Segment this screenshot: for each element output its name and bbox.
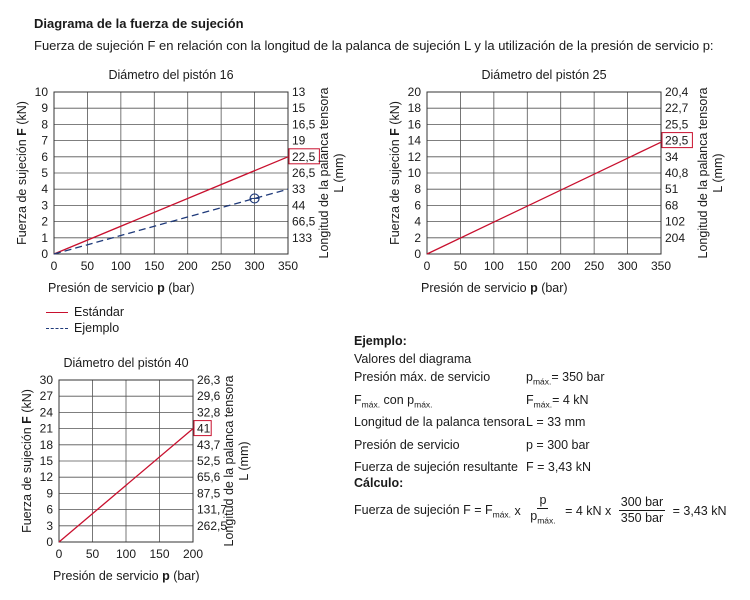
y-tick-label: 7 (41, 133, 48, 148)
y-tick-label: 9 (41, 101, 48, 116)
y2-tick-label: 19 (292, 133, 306, 148)
y2-tick-label: 26,3 (197, 373, 221, 387)
x-tick-label: 100 (110, 259, 131, 273)
example-row-label: Fuerza de sujeción resultante (354, 460, 518, 474)
example-row-value: p = 300 bar (526, 437, 590, 452)
x-tick-label: 300 (617, 259, 638, 273)
y2-tick-label: 65,6 (197, 470, 221, 485)
y2-tick-label: 87,5 (197, 486, 221, 501)
calculation-formula (354, 493, 727, 529)
y2-tick-label: 133 (292, 230, 313, 245)
x-tick-label: 200 (177, 259, 198, 273)
y-tick-label: 4 (41, 182, 48, 197)
y-tick-label: 12 (407, 149, 421, 164)
x-axis-label: Presión de servicio p (bar) (53, 569, 200, 583)
y2-axis-label: Longitud de la palanca tensora (696, 87, 710, 259)
x-tick-label: 0 (55, 547, 63, 561)
y2-tick-label: 102 (665, 214, 686, 229)
formula-fraction-values: $\frac{\text{300 bar}}{\text{350 bar}}$ (620, 495, 664, 526)
y-axis-label: Fuerza de sujeción F (kN) (388, 101, 402, 245)
x-tick-label: 200 (182, 547, 204, 561)
x-tick-label: 350 (650, 259, 672, 273)
y2-tick-label: 22,7 (665, 101, 689, 116)
formula-lead: Fuerza de sujeción $F = F_{máx.}$ (354, 502, 512, 519)
x-tick-label: 300 (244, 259, 265, 273)
y-tick-label: 30 (39, 373, 53, 387)
x-tick-label: 0 (423, 259, 431, 273)
y-tick-label: 1 (41, 230, 48, 245)
example-row (354, 391, 605, 414)
y-tick-label: 10 (407, 166, 421, 180)
y-tick-label: 6 (46, 502, 53, 517)
x-tick-label: 50 (80, 259, 95, 273)
y-axis-label: Fuerza de sujeción F (kN) (15, 101, 29, 245)
y-tick-label: 0 (46, 535, 53, 549)
y-tick-label: 2 (414, 230, 421, 245)
y-tick-label: 20 (407, 85, 421, 99)
y2-tick-label: 52,5 (197, 454, 221, 468)
y-tick-label: 12 (39, 470, 53, 485)
example-row (354, 368, 605, 391)
x-tick-label: 150 (149, 547, 170, 561)
calculation-heading: Cálculo: (354, 476, 404, 490)
formula-mid: = 4 kN x (561, 503, 615, 518)
y-tick-label: 14 (407, 133, 421, 148)
example-table (354, 368, 605, 481)
example-row-value: F = 3,43 kN (526, 460, 591, 474)
example-row-label: Longitud de la palanca tensora (354, 415, 525, 429)
chart-title: Diámetro del pistón 25 (481, 68, 607, 82)
legend-item-example (46, 320, 124, 336)
y2-tick-label: 22,5 (292, 149, 316, 164)
y2-axis-label: Longitud de la palanca tensora (222, 375, 236, 547)
y-tick-label: 18 (407, 101, 421, 116)
y-tick-label: 24 (39, 405, 53, 420)
example-row-value: $p_{máx.}= 350$ bar (526, 370, 605, 387)
calculation-block (354, 476, 727, 529)
y-tick-label: 4 (414, 214, 421, 229)
x-tick-label: 0 (50, 259, 58, 273)
x-tick-label: 200 (550, 259, 571, 273)
y2-tick-label: 262,5 (197, 518, 228, 533)
y2-tick-label: 41 (197, 421, 211, 436)
x-tick-label: 50 (85, 547, 100, 561)
legend-item-standard (46, 304, 124, 320)
y2-axis-unit: L (mm) (237, 441, 251, 481)
y-tick-label: 8 (41, 117, 48, 132)
example-row (354, 436, 605, 459)
y-tick-label: 15 (39, 454, 53, 468)
y-tick-label: 6 (41, 149, 48, 164)
x-tick-label: 100 (115, 547, 137, 561)
x-tick-label: 150 (144, 259, 165, 273)
y2-tick-label: 32,8 (197, 405, 221, 420)
example-row (354, 413, 605, 436)
y-tick-label: 21 (39, 421, 53, 436)
x-tick-label: 250 (211, 259, 232, 273)
y-tick-label: 0 (414, 247, 421, 261)
y-axis-label: Fuerza de sujeción F (kN) (20, 389, 34, 533)
y-tick-label: 9 (46, 486, 53, 501)
x-axis-label: Presión de servicio p (bar) (48, 281, 195, 295)
y-tick-label: 3 (41, 198, 48, 213)
formula-fraction-pressure: $\frac{p}{p_{máx.}}$ (530, 493, 556, 526)
y2-tick-label: 15 (292, 101, 306, 116)
example-heading: Ejemplo: (354, 334, 407, 348)
y-tick-label: 10 (34, 85, 48, 99)
y-tick-label: 16 (407, 117, 421, 132)
x-tick-label: 150 (517, 259, 538, 273)
x-axis-label: Presión de servicio p (bar) (421, 281, 568, 295)
y-tick-label: 27 (39, 389, 53, 404)
y-tick-label: 8 (414, 182, 421, 197)
y2-tick-label: 13 (292, 85, 306, 99)
example-row-label: $F_{máx.}$ con $p_{máx.}$ (354, 392, 433, 409)
legend-swatch-example (46, 328, 68, 329)
x-tick-label: 100 (483, 259, 504, 273)
y2-tick-label: 33 (292, 182, 306, 197)
formula-times: x (511, 503, 525, 518)
y-tick-label: 18 (39, 437, 53, 452)
chart-title: Diámetro del pistón 16 (108, 68, 234, 82)
legend-swatch-standard (46, 312, 68, 313)
page-intro: Fuerza de sujeción F en relación con la longitud de la palanca de sujeción L y la utilización de la presión de servicio p: (34, 38, 714, 53)
y2-tick-label: 29,5 (665, 133, 689, 148)
x-tick-label: 50 (453, 259, 468, 273)
example-row-value: L = 33 mm (526, 415, 586, 429)
y-tick-label: 3 (46, 518, 53, 533)
x-tick-label: 250 (584, 259, 605, 273)
example-block (354, 332, 605, 481)
y-tick-label: 2 (41, 214, 48, 229)
page-heading: Diagrama de la fuerza de sujeción (34, 16, 244, 31)
y2-axis-unit: L (mm) (711, 153, 725, 193)
chart-title: Diámetro del pistón 40 (63, 356, 189, 370)
example-row-label: Presión máx. de servicio (354, 370, 491, 384)
y2-tick-label: 26,5 (292, 166, 316, 180)
y-tick-label: 0 (41, 247, 48, 261)
y2-tick-label: 44 (292, 198, 306, 213)
y2-tick-label: 43,7 (197, 437, 221, 452)
y2-axis-label: Longitud de la palanca tensora (317, 87, 331, 259)
y2-tick-label: 68 (665, 198, 679, 213)
formula-result: = 3,43 kN (669, 503, 727, 518)
y2-tick-label: 131,7 (197, 502, 228, 517)
example-row-label: Presión de servicio (354, 437, 460, 452)
legend (46, 304, 124, 336)
legend-label-example: Ejemplo (74, 321, 120, 335)
y-tick-label: 6 (414, 198, 421, 213)
legend-label-standard: Estándar (74, 305, 125, 319)
y2-tick-label: 25,5 (665, 117, 689, 132)
y2-axis-unit: L (mm) (332, 153, 346, 193)
y2-tick-label: 29,6 (197, 389, 221, 404)
y2-tick-label: 40,8 (665, 166, 689, 180)
y2-tick-label: 20,4 (665, 85, 689, 99)
y2-tick-label: 66,5 (292, 214, 316, 229)
y2-tick-label: 34 (665, 149, 679, 164)
y2-tick-label: 16,5 (292, 117, 316, 132)
example-row-value: $F_{máx.}= 4$ kN (526, 392, 589, 409)
y2-tick-label: 204 (665, 230, 686, 245)
x-tick-label: 350 (277, 259, 299, 273)
y-tick-label: 5 (41, 166, 48, 180)
y2-tick-label: 51 (665, 182, 679, 197)
example-subheading: Valores del diagrama (354, 352, 472, 366)
